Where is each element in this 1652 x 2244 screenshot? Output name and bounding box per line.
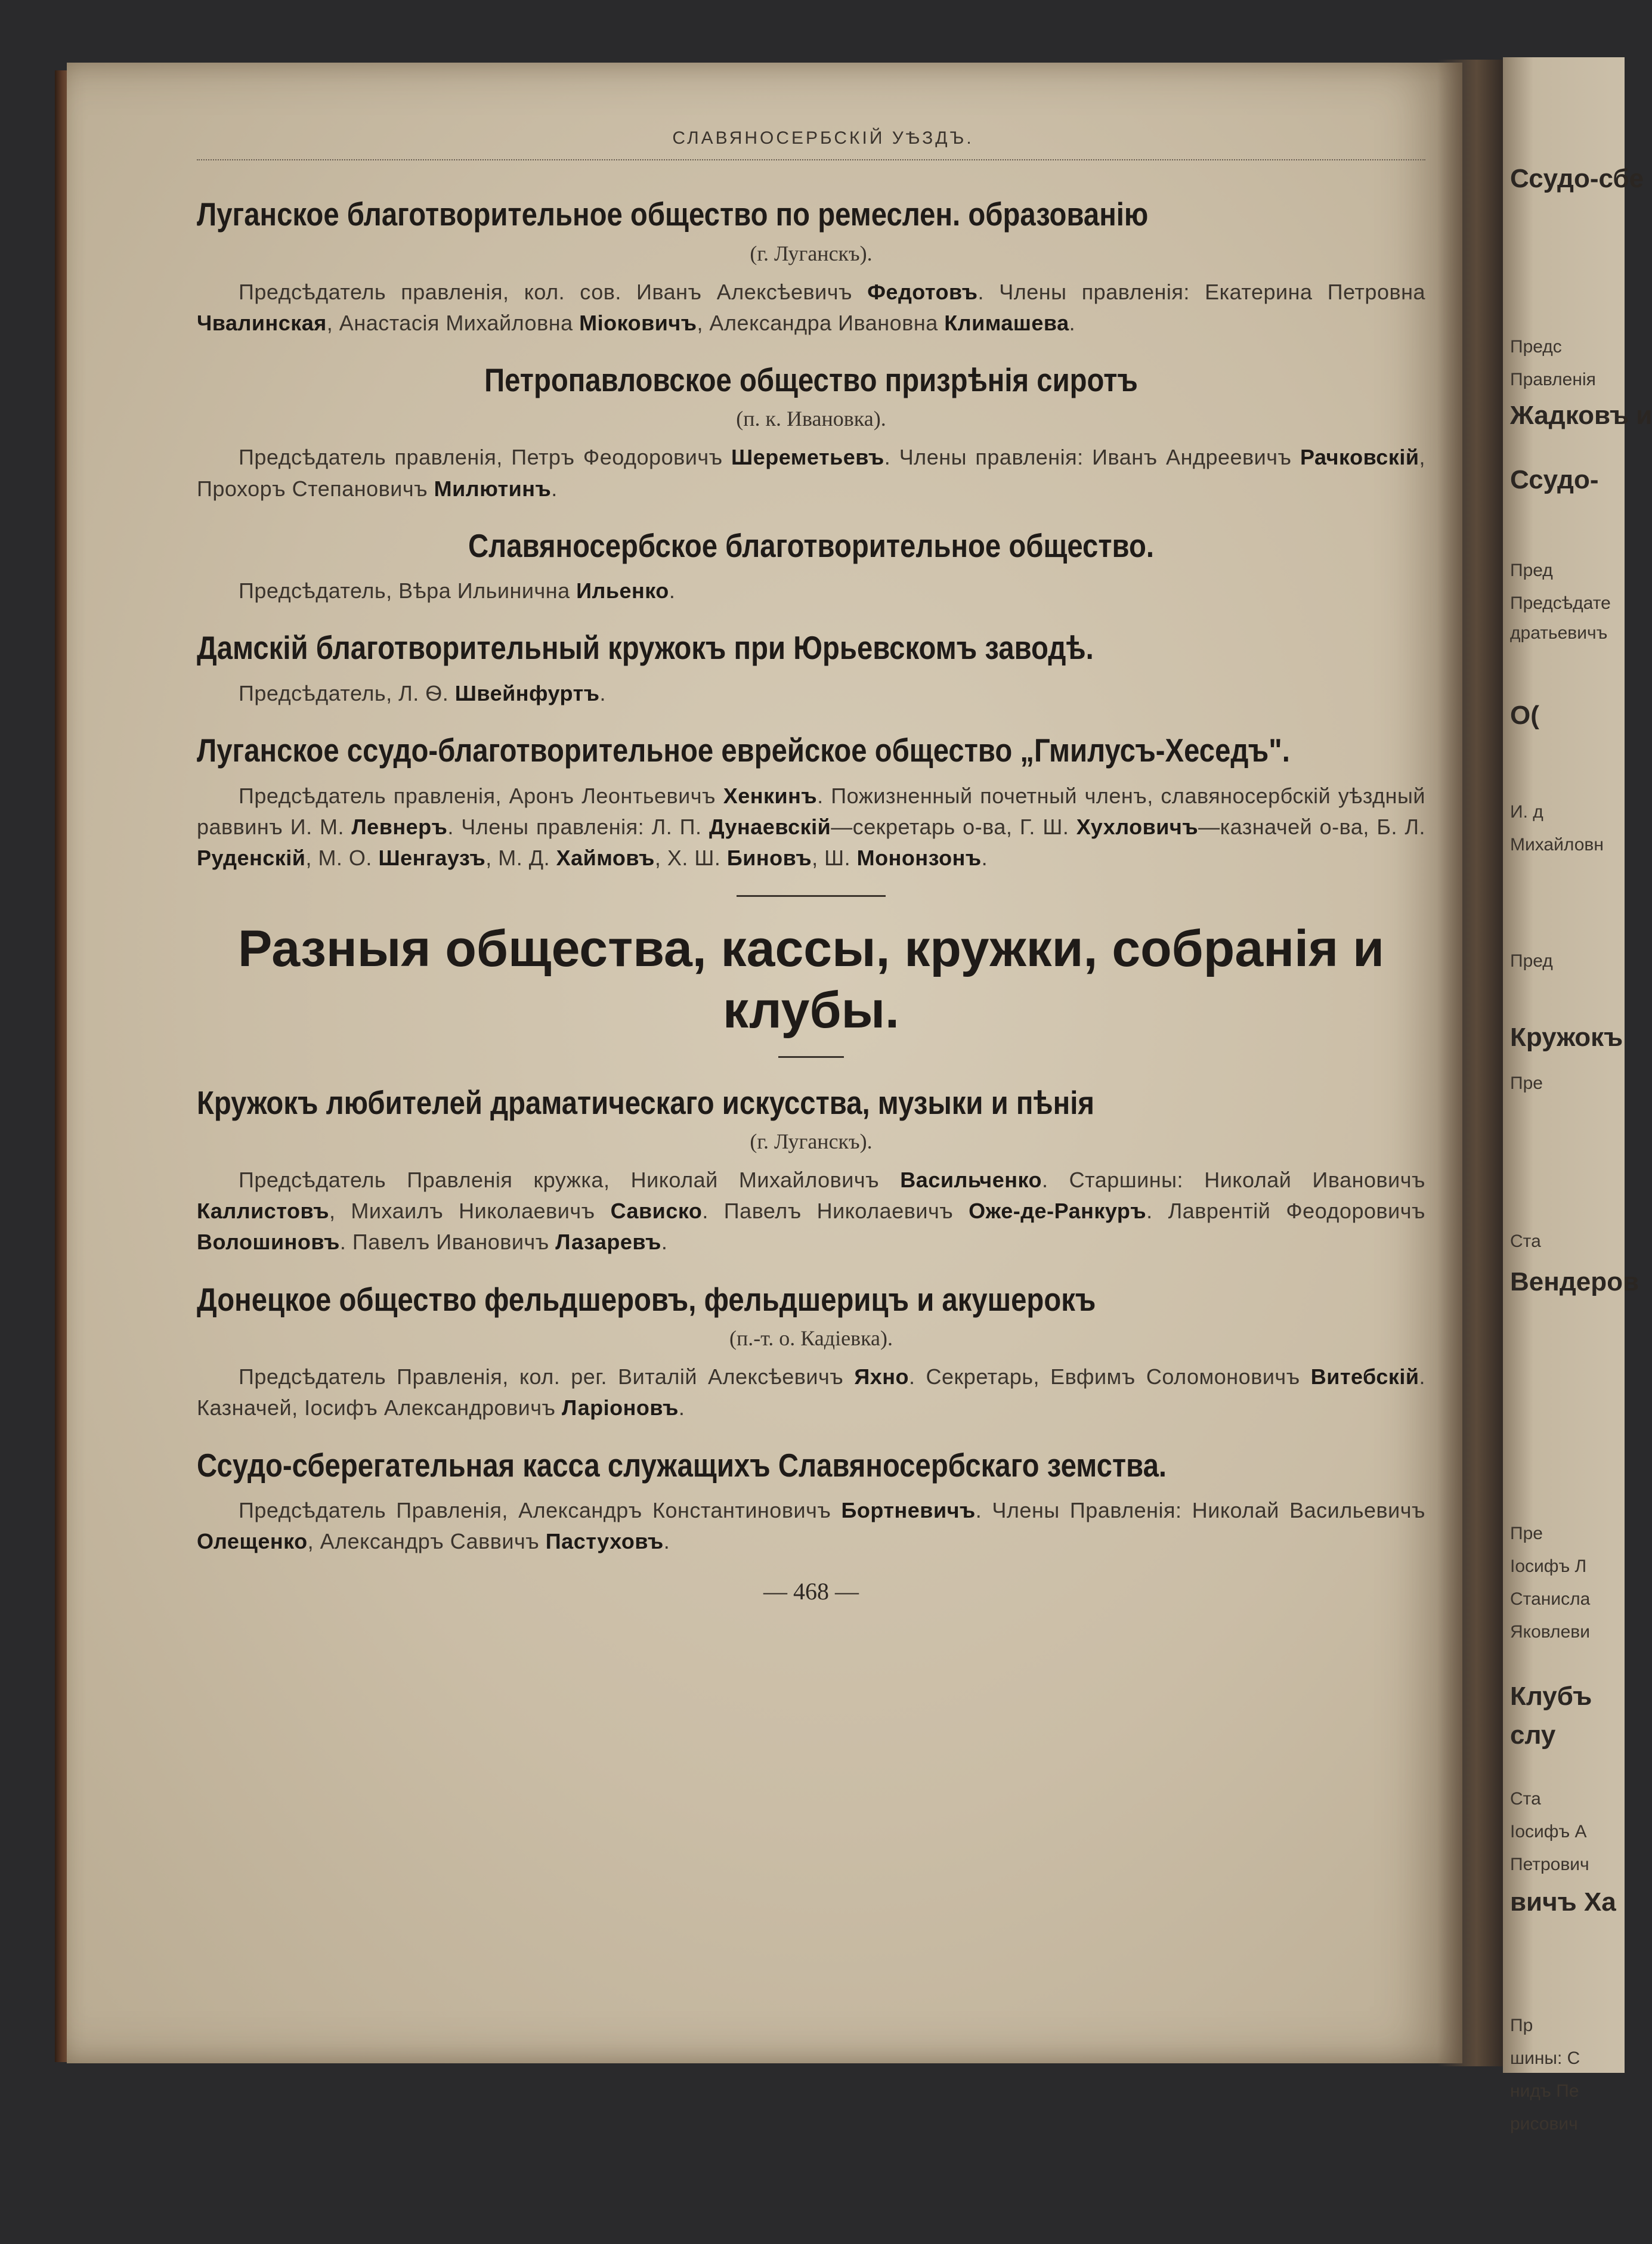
- entry-place: (г. Луганскъ).: [750, 1129, 873, 1154]
- text-run: , Х. Ш.: [654, 846, 727, 870]
- right-page: [1503, 57, 1652, 2134]
- right-page-fragment: Пре: [1510, 1073, 1543, 1093]
- text-run: . Члены Правленія: Николай Васильевичъ: [975, 1498, 1425, 1522]
- entry: [197, 359, 1425, 504]
- entry-text: [197, 1495, 1425, 1557]
- right-page-fragment: рисович: [1510, 2114, 1578, 2134]
- entry-text: [197, 442, 1425, 504]
- text-run: —казначей о-ва, Б. Л.: [1198, 814, 1425, 839]
- right-page-fragment: слу: [1510, 1720, 1556, 1750]
- entry-title: Дамскій благотворительный кружокъ при Юрьевскомъ заводѣ.: [197, 629, 1094, 667]
- text-run: .: [663, 1529, 670, 1554]
- text-run: , Александръ Саввичъ: [307, 1529, 546, 1554]
- right-page-fragment: Правленія: [1510, 370, 1596, 389]
- text-run: . Лаврентій Феодоровичъ: [1146, 1199, 1425, 1224]
- text-run: , Прохоръ Степановичъ: [197, 445, 1425, 501]
- page-number: — 468 —: [763, 1578, 859, 1605]
- person-surname: Шереметьевъ: [731, 445, 884, 470]
- entry-place: (п. к. Ивановка).: [736, 407, 886, 431]
- entry: [197, 525, 1425, 607]
- person-surname: Каллистовъ: [197, 1199, 329, 1224]
- page-content: [197, 128, 1425, 1605]
- right-page-fragment: И. д: [1510, 802, 1543, 822]
- right-page-fragment: Ссудо-сбе: [1510, 164, 1644, 193]
- entry-text: [197, 678, 1425, 709]
- entries-list: [197, 193, 1425, 874]
- entry-place: (г. Луганскъ).: [750, 241, 873, 265]
- right-page-fragment: шины: С: [1510, 2048, 1580, 2068]
- text-run: Предсѣдатель правленія, кол. сов. Иванъ Алексѣевичъ: [239, 279, 868, 304]
- text-run: , Ш.: [812, 846, 857, 870]
- person-surname: Хаймовъ: [556, 846, 655, 870]
- person-surname: Климашева: [944, 310, 1069, 335]
- right-page-fragment: Петрович: [1510, 1855, 1589, 1874]
- text-run: .: [599, 680, 606, 705]
- text-run: . Старшины: Николай Ивановичъ: [1042, 1168, 1425, 1193]
- entry: [197, 1082, 1425, 1258]
- entry: [197, 193, 1425, 339]
- person-surname: Швейнфуртъ: [454, 680, 600, 705]
- right-page-fragment: нидъ Пе: [1510, 2081, 1579, 2101]
- text-run: Предсѣдатель Правленія, кол. рег. Виталій Алексѣевичъ: [239, 1364, 855, 1389]
- person-surname: Милютинъ: [434, 476, 552, 501]
- right-page-fragment: Ста: [1510, 1789, 1541, 1809]
- section-entries-list: [197, 1082, 1425, 1558]
- person-surname: Левнеръ: [351, 814, 448, 839]
- running-head: СЛАВЯНОСЕРБСКІЙ УѢЗДЪ.: [672, 128, 974, 148]
- text-run: . Павелъ Николаевичъ: [702, 1199, 969, 1224]
- entry-title: Петропавловское общество призрѣнія сиротъ: [484, 361, 1138, 398]
- right-page-fragment: Яковлеви: [1510, 1622, 1590, 1642]
- text-run: . Павелъ Ивановичъ: [339, 1230, 556, 1255]
- text-run: . Казначей, Іосифъ Александровичъ: [197, 1364, 1426, 1420]
- entry: [197, 1279, 1425, 1424]
- text-run: , М. О.: [305, 846, 379, 870]
- right-page-fragment: Ссудо-: [1510, 465, 1599, 494]
- text-run: , Александра Ивановна: [697, 310, 945, 335]
- right-page-fragment: Станисла: [1510, 1589, 1591, 1609]
- entry: [197, 1444, 1425, 1558]
- entry-text: [197, 1361, 1425, 1423]
- text-run: . Пожизненный почетный членъ, славяносербскій уѣздный раввинъ И. М.: [197, 783, 1425, 839]
- text-run: Предсѣдатель, Вѣра Ильинична: [239, 578, 577, 603]
- section-heading-rule: [778, 1056, 844, 1058]
- right-page-fragment: О(: [1510, 701, 1539, 730]
- entry-title: Луганское ссудо-благотворительное еврейское общество „Гмилусъ-Хеседъ".: [197, 732, 1290, 769]
- entry: [197, 729, 1425, 874]
- text-run: .: [1069, 310, 1076, 335]
- person-surname: Лазаревъ: [555, 1230, 661, 1255]
- text-run: .: [551, 476, 558, 501]
- person-surname: Волошиновъ: [197, 1230, 340, 1255]
- text-run: Предсѣдатель правленія, Аронъ Леонтьевичъ: [239, 783, 723, 808]
- right-page-fragment: Предсѣдате: [1510, 593, 1611, 613]
- person-surname: Витебскій: [1310, 1364, 1419, 1389]
- book-edge: [55, 70, 67, 2062]
- person-surname: Хухловичъ: [1076, 814, 1199, 839]
- text-run: . Секретарь, Евфимъ Соломоновичъ: [908, 1364, 1311, 1389]
- right-page-fragment: Предс: [1510, 337, 1562, 357]
- right-page-fragment: Пр: [1510, 2016, 1533, 2035]
- entry-title: Кружокъ любителей драматическаго искусства, музыки и пѣнія: [197, 1084, 1094, 1121]
- right-page-fragment: вичъ Ха: [1510, 1887, 1616, 1917]
- person-surname: Бортневичъ: [841, 1498, 976, 1522]
- entry: [197, 627, 1425, 709]
- section-heading: Разныя общества, кассы, кружки, собранія и клубы.: [238, 920, 1384, 1039]
- right-page-fragment: Іосифъ Л: [1510, 1556, 1587, 1576]
- text-run: .: [669, 578, 676, 603]
- person-surname: Оже-де-Ранкуръ: [969, 1199, 1147, 1224]
- right-page-fragment: Іосифъ А: [1510, 1822, 1587, 1841]
- section-separator: [737, 895, 886, 897]
- entry-text: [197, 781, 1425, 874]
- person-surname: Биновъ: [726, 846, 812, 870]
- header-rule: [197, 159, 1425, 162]
- right-page-fragment: Пред: [1510, 951, 1553, 971]
- person-surname: Ильенко: [576, 578, 669, 603]
- entry-title: Славяносербское благотворительное общество.: [468, 527, 1155, 564]
- text-run: .: [678, 1395, 685, 1420]
- entry-title: Донецкое общество фельдшеровъ, фельдшерицъ и акушерокъ: [197, 1280, 1096, 1318]
- book-gutter: [1437, 60, 1509, 2066]
- right-page-fragment: Кружокъ: [1510, 1023, 1623, 1052]
- right-page-fragment: Клубъ: [1510, 1682, 1592, 1711]
- person-surname: Ларіоновъ: [562, 1395, 679, 1420]
- person-surname: Шенгаузъ: [378, 846, 486, 870]
- text-run: . Члены правленія: Иванъ Андреевичъ: [884, 445, 1300, 470]
- right-page-fragment: Пре: [1510, 1524, 1543, 1543]
- person-surname: Хенкинъ: [723, 783, 818, 808]
- person-surname: Чвалинская: [197, 310, 327, 335]
- person-surname: Федотовъ: [867, 279, 978, 304]
- text-run: Предсѣдатель Правленія кружка, Николай Михайловичъ: [239, 1168, 901, 1193]
- right-page-fragment: дратьевичъ: [1510, 623, 1608, 643]
- text-run: —секретарь о-ва, Г. Ш.: [831, 814, 1076, 839]
- text-run: . Члены правленія: Екатерина Петровна: [977, 279, 1425, 304]
- right-page-fragment: Пред: [1510, 561, 1553, 580]
- person-surname: Міоковичъ: [579, 310, 697, 335]
- text-run: , Анастасія Михайловна: [326, 310, 580, 335]
- text-run: , Михаилъ Николаевичъ: [329, 1199, 611, 1224]
- entry-text: [197, 277, 1425, 339]
- entry-title: Ссудо-сберегательная касса служащихъ Славяносербскаго земства.: [197, 1446, 1167, 1484]
- person-surname: Яхно: [854, 1364, 909, 1389]
- right-page-fragment: Жадковъ и: [1510, 401, 1652, 430]
- person-surname: Мононзонъ: [856, 846, 982, 870]
- entry-place: (п.-т. о. Кадіевка).: [729, 1326, 893, 1351]
- entry-text: [197, 575, 1425, 606]
- right-page-fragment: Вендеров: [1510, 1267, 1639, 1296]
- text-run: Предсѣдатель, Л. Ѳ.: [239, 680, 455, 705]
- person-surname: Олещенко: [197, 1529, 308, 1554]
- text-run: . Члены правленія: Л. П.: [447, 814, 709, 839]
- person-surname: Васильченко: [900, 1168, 1042, 1193]
- text-run: .: [981, 846, 988, 870]
- text-run: Предсѣдатель правленія, Петръ Феодоровичъ: [239, 445, 732, 470]
- entry-text: [197, 1165, 1425, 1258]
- text-run: .: [661, 1230, 668, 1255]
- right-page-fragment: Михайловн: [1510, 835, 1604, 855]
- person-surname: Пастуховъ: [545, 1529, 664, 1554]
- person-surname: Сависко: [610, 1199, 703, 1224]
- right-page-fragment: Ста: [1510, 1231, 1541, 1251]
- person-surname: Дунаевскій: [709, 814, 831, 839]
- person-surname: Руденскій: [197, 846, 306, 870]
- text-run: Предсѣдатель Правленія, Александръ Константиновичъ: [239, 1498, 842, 1522]
- person-surname: Рачковскій: [1300, 445, 1419, 470]
- entry-title: Луганское благотворительное общество по ремеслен. образованію: [197, 196, 1149, 233]
- text-run: , М. Д.: [485, 846, 556, 870]
